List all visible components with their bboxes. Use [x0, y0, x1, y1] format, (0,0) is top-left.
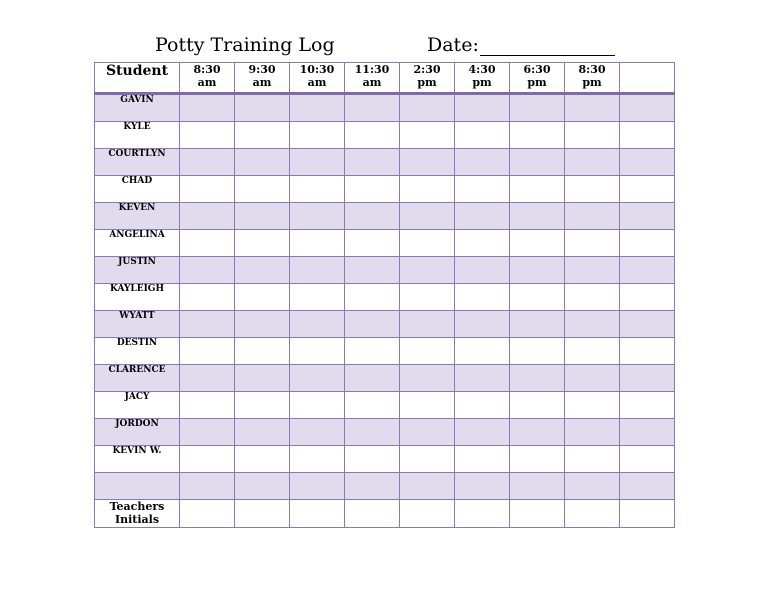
log-cell[interactable] — [455, 284, 510, 311]
log-cell[interactable] — [400, 284, 455, 311]
log-cell[interactable] — [290, 94, 345, 122]
time-column-header — [180, 63, 235, 94]
student-name: KEVEN — [95, 203, 180, 230]
time-column-header — [400, 63, 455, 94]
log-cell[interactable] — [400, 94, 455, 122]
date-label: Date: — [427, 34, 479, 56]
log-cell[interactable] — [620, 284, 675, 311]
initials-cell[interactable] — [235, 500, 290, 528]
teachers-initials-row — [95, 500, 675, 528]
date-blank-line[interactable] — [480, 37, 615, 56]
log-cell[interactable] — [455, 365, 510, 392]
log-cell[interactable] — [345, 365, 400, 392]
student-name: WYATT — [95, 311, 180, 338]
log-cell[interactable] — [620, 446, 675, 473]
log-cell[interactable] — [510, 257, 565, 284]
log-cell[interactable] — [180, 176, 235, 203]
log-cell[interactable] — [565, 94, 620, 122]
log-cell[interactable] — [510, 149, 565, 176]
log-cell[interactable] — [400, 176, 455, 203]
log-cell[interactable] — [235, 338, 290, 365]
period-label: am — [362, 76, 382, 89]
log-cell[interactable] — [345, 392, 400, 419]
log-cell[interactable] — [290, 284, 345, 311]
student-row — [95, 338, 675, 365]
log-cell[interactable] — [400, 446, 455, 473]
log-cell[interactable] — [620, 149, 675, 176]
log-cell[interactable] — [180, 473, 235, 500]
log-cell[interactable] — [400, 311, 455, 338]
log-cell[interactable] — [345, 94, 400, 122]
log-cell[interactable] — [620, 311, 675, 338]
student-name: CLARENCE — [95, 365, 180, 392]
log-cell[interactable] — [510, 94, 565, 122]
log-cell[interactable] — [510, 230, 565, 257]
initials-label-line: Initials — [114, 513, 160, 526]
log-cell[interactable] — [455, 94, 510, 122]
student-row — [95, 419, 675, 446]
time-label: 2:30 — [413, 63, 441, 76]
log-cell[interactable] — [180, 419, 235, 446]
log-cell[interactable] — [455, 176, 510, 203]
log-cell[interactable] — [565, 122, 620, 149]
student-name: JUSTIN — [95, 257, 180, 284]
time-column-header — [345, 63, 400, 94]
log-cell[interactable] — [620, 419, 675, 446]
log-cell[interactable] — [400, 203, 455, 230]
log-cell[interactable] — [235, 473, 290, 500]
initials-cell[interactable] — [180, 500, 235, 528]
log-cell[interactable] — [400, 365, 455, 392]
log-cell[interactable] — [345, 284, 400, 311]
log-cell[interactable] — [400, 122, 455, 149]
time-label: 6:30 — [523, 63, 551, 76]
log-cell[interactable] — [235, 203, 290, 230]
log-cell[interactable] — [180, 230, 235, 257]
log-cell[interactable] — [345, 446, 400, 473]
log-cell[interactable] — [345, 176, 400, 203]
log-cell[interactable] — [400, 473, 455, 500]
log-cell[interactable] — [565, 149, 620, 176]
log-cell[interactable] — [455, 122, 510, 149]
log-cell[interactable] — [235, 176, 290, 203]
initials-cell[interactable] — [565, 500, 620, 528]
student-name: COURTLYN — [95, 149, 180, 176]
student-row — [95, 365, 675, 392]
log-cell[interactable] — [400, 392, 455, 419]
table-body — [95, 94, 675, 528]
page-title: Potty Training Log — [155, 34, 335, 56]
student-name: KAYLEIGH — [95, 284, 180, 311]
log-cell[interactable] — [180, 365, 235, 392]
log-cell[interactable] — [290, 392, 345, 419]
log-cell[interactable] — [455, 473, 510, 500]
log-cell[interactable] — [510, 284, 565, 311]
log-cell[interactable] — [400, 338, 455, 365]
student-row — [95, 122, 675, 149]
log-cell[interactable] — [290, 203, 345, 230]
log-cell[interactable] — [510, 446, 565, 473]
student-row — [95, 149, 675, 176]
student-row — [95, 392, 675, 419]
log-cell[interactable] — [620, 122, 675, 149]
log-cell[interactable] — [290, 230, 345, 257]
period-label: pm — [582, 76, 602, 89]
log-cell[interactable] — [400, 419, 455, 446]
student-column-header: Student — [95, 63, 180, 94]
log-cell[interactable] — [510, 122, 565, 149]
log-cell[interactable] — [180, 284, 235, 311]
log-cell[interactable] — [620, 392, 675, 419]
initials-cell[interactable] — [345, 500, 400, 528]
log-cell[interactable] — [565, 257, 620, 284]
log-cell[interactable] — [235, 311, 290, 338]
log-cell[interactable] — [345, 149, 400, 176]
student-name: ANGELINA — [95, 230, 180, 257]
log-cell[interactable] — [620, 203, 675, 230]
log-cell[interactable] — [235, 122, 290, 149]
log-cell[interactable] — [180, 311, 235, 338]
log-cell[interactable] — [180, 392, 235, 419]
student-row — [95, 284, 675, 311]
log-cell[interactable] — [345, 122, 400, 149]
student-name: KYLE — [95, 122, 180, 149]
log-cell[interactable] — [290, 473, 345, 500]
log-cell[interactable] — [400, 230, 455, 257]
log-cell[interactable] — [290, 419, 345, 446]
log-cell[interactable] — [235, 419, 290, 446]
log-cell[interactable] — [345, 230, 400, 257]
time-column-header — [620, 63, 675, 94]
log-cell[interactable] — [455, 419, 510, 446]
log-cell[interactable] — [455, 203, 510, 230]
student-row — [95, 94, 675, 122]
log-cell[interactable] — [235, 230, 290, 257]
log-cell[interactable] — [235, 392, 290, 419]
log-cell[interactable] — [510, 392, 565, 419]
student-name: JORDON — [95, 419, 180, 446]
initials-cell[interactable] — [455, 500, 510, 528]
log-cell[interactable] — [565, 473, 620, 500]
log-cell[interactable] — [290, 176, 345, 203]
log-cell[interactable] — [235, 257, 290, 284]
log-cell[interactable] — [565, 446, 620, 473]
time-label: 8:30 — [193, 63, 221, 76]
period-label: pm — [527, 76, 547, 89]
log-cell[interactable] — [455, 149, 510, 176]
log-cell[interactable] — [510, 419, 565, 446]
log-cell[interactable] — [620, 257, 675, 284]
student-row — [95, 230, 675, 257]
log-cell[interactable] — [455, 230, 510, 257]
student-row — [95, 203, 675, 230]
log-cell[interactable] — [235, 149, 290, 176]
time-label: 11:30 — [354, 63, 390, 76]
initials-cell[interactable] — [400, 500, 455, 528]
time-column-header — [455, 63, 510, 94]
log-cell[interactable] — [620, 94, 675, 122]
log-cell[interactable] — [180, 94, 235, 122]
log-cell[interactable] — [180, 446, 235, 473]
log-cell[interactable] — [620, 176, 675, 203]
log-cell[interactable] — [510, 176, 565, 203]
log-cell[interactable] — [455, 392, 510, 419]
initials-cell[interactable] — [620, 500, 675, 528]
log-cell[interactable] — [565, 176, 620, 203]
date-field — [427, 34, 615, 56]
time-column-header — [565, 63, 620, 94]
log-cell[interactable] — [455, 446, 510, 473]
log-cell[interactable] — [455, 311, 510, 338]
log-cell[interactable] — [565, 284, 620, 311]
student-row — [95, 176, 675, 203]
log-cell[interactable] — [510, 311, 565, 338]
log-cell[interactable] — [290, 365, 345, 392]
log-cell[interactable] — [400, 149, 455, 176]
student-row — [95, 446, 675, 473]
log-cell[interactable] — [290, 122, 345, 149]
log-cell[interactable] — [510, 473, 565, 500]
time-label: 8:30 — [578, 63, 606, 76]
log-cell[interactable] — [290, 338, 345, 365]
initials-cell[interactable] — [510, 500, 565, 528]
log-cell[interactable] — [565, 311, 620, 338]
student-name: GAVIN — [95, 94, 180, 122]
log-cell[interactable] — [180, 257, 235, 284]
log-cell[interactable] — [345, 203, 400, 230]
log-cell[interactable] — [345, 338, 400, 365]
log-cell[interactable] — [620, 230, 675, 257]
log-cell[interactable] — [455, 338, 510, 365]
log-cell[interactable] — [565, 365, 620, 392]
log-cell[interactable] — [565, 203, 620, 230]
student-name: CHAD — [95, 176, 180, 203]
student-name: DESTIN — [95, 338, 180, 365]
log-cell[interactable] — [235, 446, 290, 473]
student-name — [95, 473, 180, 500]
log-cell[interactable] — [620, 365, 675, 392]
log-cell[interactable] — [180, 338, 235, 365]
log-cell[interactable] — [180, 149, 235, 176]
period-label: pm — [472, 76, 492, 89]
student-row — [95, 257, 675, 284]
period-label: pm — [417, 76, 437, 89]
period-label: am — [252, 76, 272, 89]
log-cell[interactable] — [290, 446, 345, 473]
log-cell[interactable] — [290, 257, 345, 284]
log-cell[interactable] — [345, 257, 400, 284]
log-cell[interactable] — [565, 338, 620, 365]
time-label: 10:30 — [299, 63, 335, 76]
teachers-initials-label — [95, 500, 180, 528]
initials-cell[interactable] — [290, 500, 345, 528]
log-cell[interactable] — [510, 203, 565, 230]
log-cell[interactable] — [345, 419, 400, 446]
potty-log-table — [94, 62, 675, 528]
log-cell[interactable] — [510, 338, 565, 365]
student-name: JACY — [95, 392, 180, 419]
log-cell[interactable] — [180, 122, 235, 149]
log-cell[interactable] — [620, 338, 675, 365]
period-label: am — [307, 76, 327, 89]
log-cell[interactable] — [510, 365, 565, 392]
log-cell[interactable] — [455, 257, 510, 284]
log-cell[interactable] — [620, 473, 675, 500]
log-cell[interactable] — [290, 311, 345, 338]
log-cell[interactable] — [235, 94, 290, 122]
log-cell[interactable] — [345, 311, 400, 338]
log-cell[interactable] — [235, 365, 290, 392]
student-name: KEVIN W. — [95, 446, 180, 473]
student-row — [95, 473, 675, 500]
time-column-header — [510, 63, 565, 94]
log-cell[interactable] — [400, 257, 455, 284]
log-cell[interactable] — [235, 284, 290, 311]
time-column-header — [290, 63, 345, 94]
log-cell[interactable] — [290, 149, 345, 176]
time-column-header — [235, 63, 290, 94]
time-label: 4:30 — [468, 63, 496, 76]
time-label: 9:30 — [248, 63, 276, 76]
initials-label-line: Teachers — [109, 500, 165, 513]
log-cell[interactable] — [565, 392, 620, 419]
period-label: am — [197, 76, 217, 89]
table-header-row — [95, 63, 675, 94]
student-row — [95, 311, 675, 338]
log-cell[interactable] — [180, 203, 235, 230]
log-cell[interactable] — [565, 230, 620, 257]
log-cell[interactable] — [565, 419, 620, 446]
log-cell[interactable] — [345, 473, 400, 500]
